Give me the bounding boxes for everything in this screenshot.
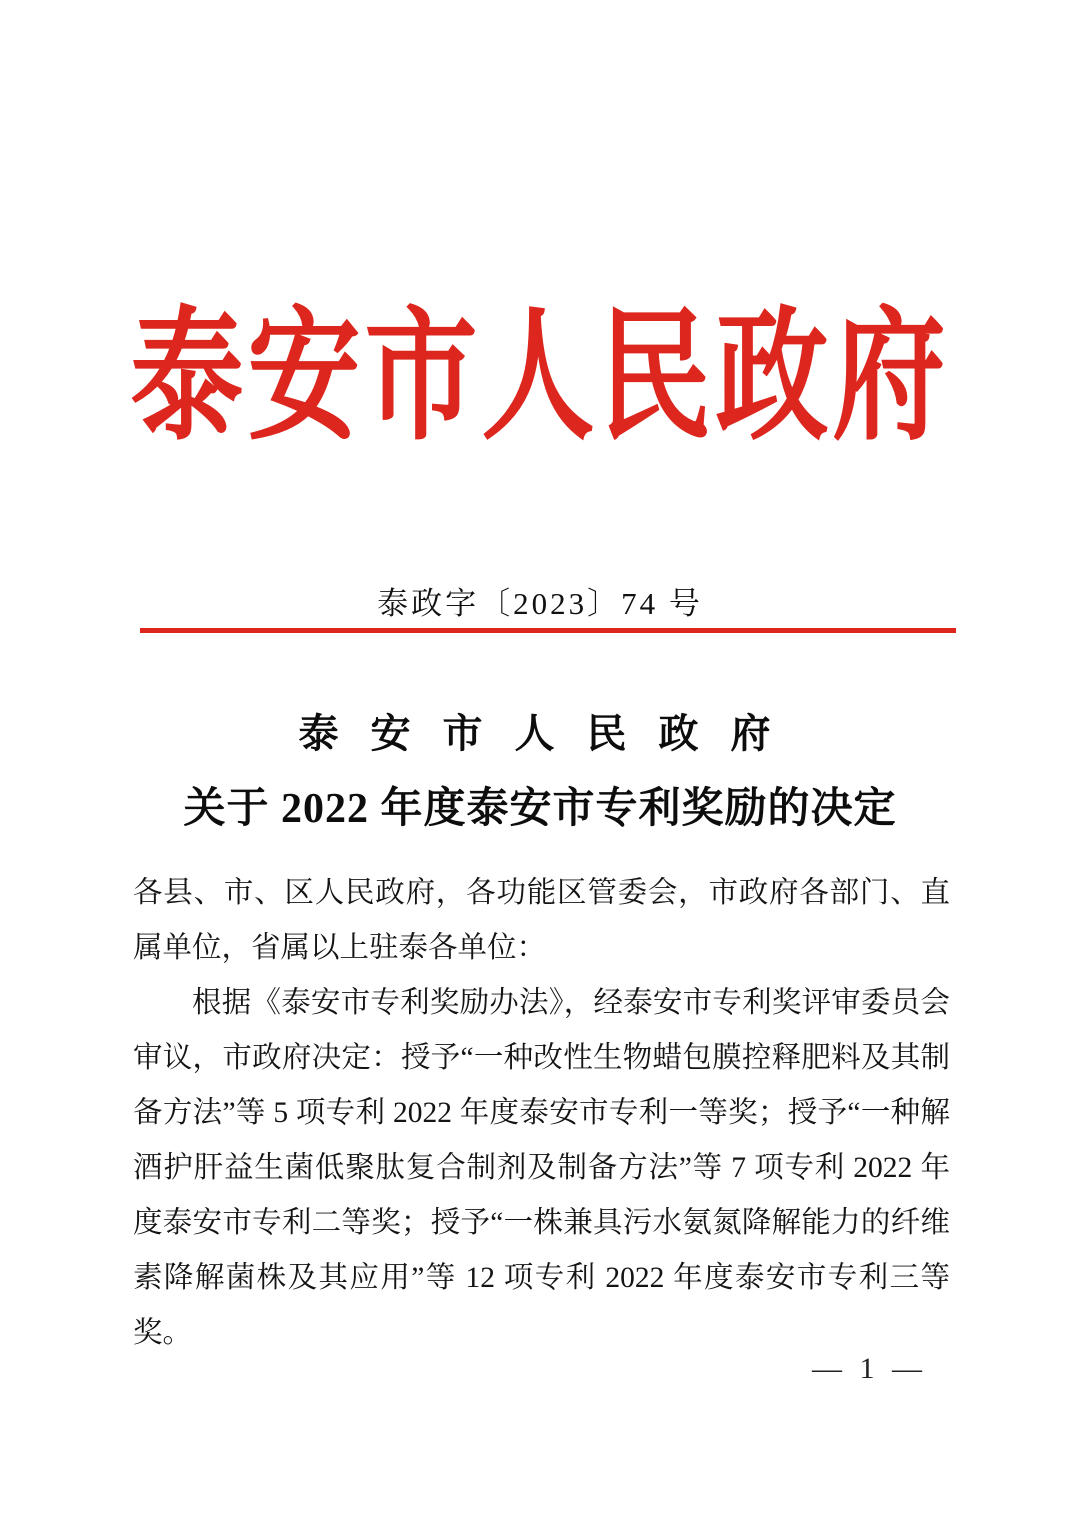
letterhead-org-name-text: 泰安市人民政府	[130, 298, 950, 458]
red-divider-line	[140, 628, 956, 633]
doc-reference-number: 泰政字〔2023〕74 号	[377, 586, 703, 621]
salutation-paragraph: 各县、市、区人民政府，各功能区管委会，市政府各部门、直属单位，省属以上驻泰各单位：	[133, 877, 950, 964]
letterhead-org-name	[0, 262, 1080, 468]
doc-title-org-line: 泰 安 市 人 民 政 府	[298, 711, 782, 756]
doc-title	[0, 702, 1080, 835]
doc-body	[133, 866, 950, 1361]
decision-paragraph: 根据《泰安市专利奖励办法》，经泰安市专利奖评审委员会审议，市政府决定：授予“一种改性生物蜡包膜控释肥料及其制备方法”等 5 项专利 2022 年度泰安市专利一等奖；授予“一种解酒护肝益生菌低聚肽复合制剂及制备方法”等 7 项专利 2022 年度泰安市专利二等奖；授予“一株兼具污水氨氮降解能力的纤维素降解菌株及其应用”等 12 项专利 2022 年度泰安市专利三等奖。	[133, 987, 950, 1349]
page-number: — 1 —	[812, 1352, 927, 1385]
doc-title-subject-line: 关于 2022 年度泰安市专利奖励的决定	[183, 786, 897, 832]
